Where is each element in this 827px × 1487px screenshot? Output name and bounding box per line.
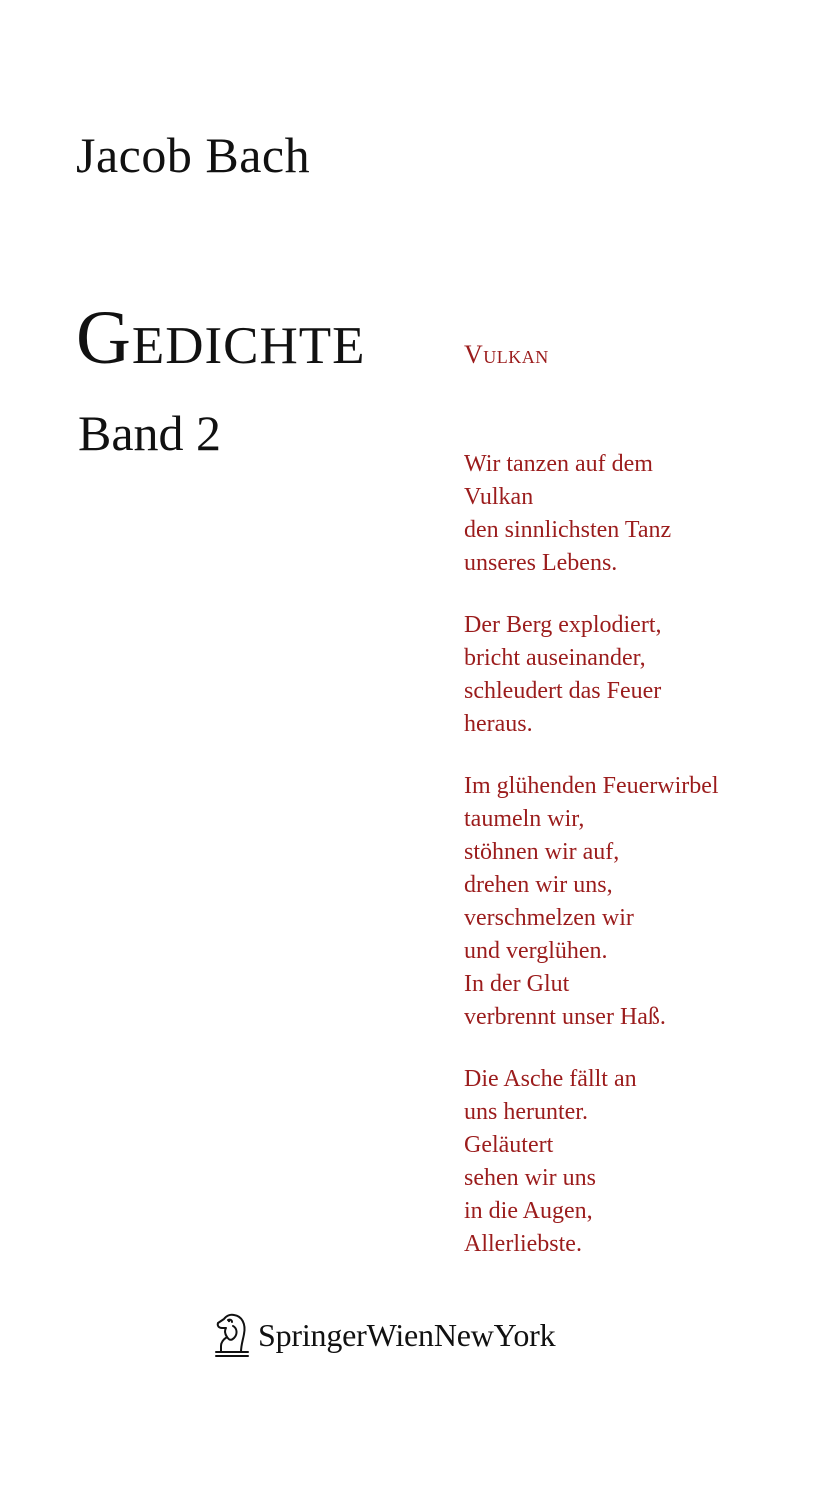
poem-line: taumeln wir, — [464, 806, 585, 832]
poem-line: den sinnlichsten Tanz — [464, 517, 672, 543]
chess-knight-icon — [212, 1312, 252, 1358]
poem-title: Vulkan — [464, 340, 549, 369]
book-title: Gedichte — [76, 296, 366, 380]
author-name: Jacob Bach — [76, 127, 311, 183]
poem-line: heraus. — [464, 711, 533, 737]
stanza-4 — [464, 1063, 819, 1261]
poem-line: Die Asche fällt an — [464, 1066, 637, 1092]
poem-line: sehen wir uns — [464, 1165, 596, 1191]
stanza-1 — [464, 448, 819, 580]
poem-line: in die Augen, — [464, 1198, 593, 1224]
volume-label: Band 2 — [78, 405, 222, 461]
poem-line: Wir tanzen auf dem — [464, 451, 653, 477]
poem-line: verschmelzen wir — [464, 905, 634, 931]
stanza-2 — [464, 609, 819, 741]
poem-line: bricht auseinander, — [464, 645, 646, 671]
poem-line: In der Glut — [464, 971, 570, 997]
publisher-name: SpringerWienNewYork — [258, 1317, 556, 1353]
poem-line: Allerliebste. — [464, 1231, 582, 1257]
poem — [464, 340, 819, 1290]
poem-line: und verglühen. — [464, 938, 608, 964]
poem-line: schleudert das Feuer — [464, 678, 662, 704]
poem-line: verbrennt unser Haß. — [464, 1004, 666, 1030]
publisher-imprint — [212, 1310, 555, 1360]
poem-line: drehen wir uns, — [464, 872, 613, 898]
poem-line: Der Berg explodiert, — [464, 612, 662, 638]
poem-line: Im glühenden Feuerwirbel — [464, 773, 719, 799]
poem-line: stöhnen wir auf, — [464, 839, 620, 865]
poem-line: unseres Lebens. — [464, 550, 618, 576]
stanza-3 — [464, 770, 819, 1034]
poem-line: uns herunter. — [464, 1099, 588, 1125]
poem-line: Vulkan — [464, 484, 534, 510]
poem-line: Geläutert — [464, 1132, 554, 1158]
